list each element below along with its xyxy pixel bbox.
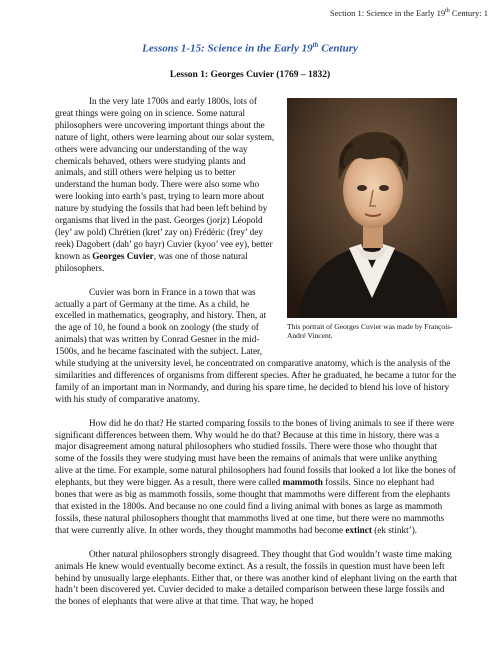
lesson-series-sup: th	[312, 41, 319, 49]
portrait-image	[287, 98, 457, 318]
running-header-sup: th	[445, 8, 450, 15]
lesson-title: Lesson 1: Georges Cuvier (1769 – 1832)	[169, 70, 331, 80]
bold-term-extinct: extinct	[345, 524, 372, 535]
bold-term-cuvier: Georges Cuvier	[92, 250, 154, 261]
article-body	[55, 96, 457, 608]
bold-term-mammoth: mammoth	[282, 477, 323, 488]
paragraph-3	[55, 418, 457, 537]
portrait-caption: This portrait of Georges Cuvier was made by François-André Vincent.	[287, 322, 453, 340]
lesson-series-text: Lessons 1-15: Science in the Early 19	[142, 42, 313, 55]
lesson-series-title	[0, 41, 500, 55]
running-header-page: Century: 1	[449, 8, 488, 18]
paragraph-3-end: (ek stinkt’).	[371, 524, 418, 535]
running-header	[330, 8, 488, 18]
paragraph-1-end: , was one of those natural philosophers.	[55, 250, 248, 273]
paragraph-gap	[55, 406, 457, 418]
portrait-figure	[287, 98, 457, 350]
paragraph-1-text: In the very late 1700s and early 1800s, lots of great things were going on in science. Some natural philosophers were uncovering important things about the nature of light, others were learning about our solar system, others were advancing our understanding of the way chemicals behaved, others were studying plants and animals, and still others were helping us to better understand the human body. There were also some who were looking into earth’s past, trying to learn more about nature by studying the fossils that had been left behind by organisms that lived in the past. Georges (jorjz) Léopold (ley’ aw pold) Chrétien (kret’ zay on) Frédéric (frey’ dey reek) Dagobert (dah’ go bayr) Cuvier (kyoo’ vee ey), better known as	[55, 96, 275, 261]
paragraph-3-middle: fossils. Since no elephant had bones that were as big as mammoth fossils, some thought that mammoths were different from the elephants that existed in the 1800s. And because no one could find a living animal with bones as large as mammoth fossils, these natural philosophers thought that mammoths lived at one time, but there were no mammoths that were currently alive. In other words, they thought mammoths had become	[55, 477, 451, 535]
paragraph-gap	[55, 537, 457, 549]
paragraph-2: Cuvier was born in France in a town that was actually a part of Germany at the time. As a child, he excelled in mathematics, geography, and history. Then, at the age of 10, he found a book on zoology (the study of animals) that was written by Conrad Gesner in the mid-1500s, and he became fascinated with the subject. Later, while studying at the university level, he concentrated on comparative anatomy, which is the analysis of the similarities and differences of organisms from different species. After he graduated, he became a tutor for the family of an important man in Normandy, and during his spare time, he decided to blend his love of history with his study of comparative anatomy.	[55, 286, 457, 404]
lesson-series-suffix: Century	[318, 42, 358, 55]
paragraph-4: Other natural philosophers strongly disagreed. They thought that God wouldn’t waste time making animals He knew would eventually become extinct. As a result, the fossils in question must have been left behind by unusually large elephants. Either that, or there was another kind of elephant living on the earth that hadn’t been discovered yet. Cuvier decided to make a detailed comparison between these large fossils and the bones of elephants that were alive at that time. That way, he hoped	[55, 548, 457, 607]
paragraph-3-text: How did he do that? He started comparing fossils to the bones of living animals to see if there were significant differences between them. Why would he do that? Because at this time in history, there was a major disagreement among natural philosophers who studied fossils. There were those who thought that some of the fossils they were studying must have been the remains of animals that were unlike anything alive at the time. For example, some natural philosophers had found fossils that looked a lot like the bones of elephants, but they were bigger. As a result, there were called	[55, 417, 456, 488]
running-header-text: Section 1: Science in the Early 19	[329, 8, 446, 18]
